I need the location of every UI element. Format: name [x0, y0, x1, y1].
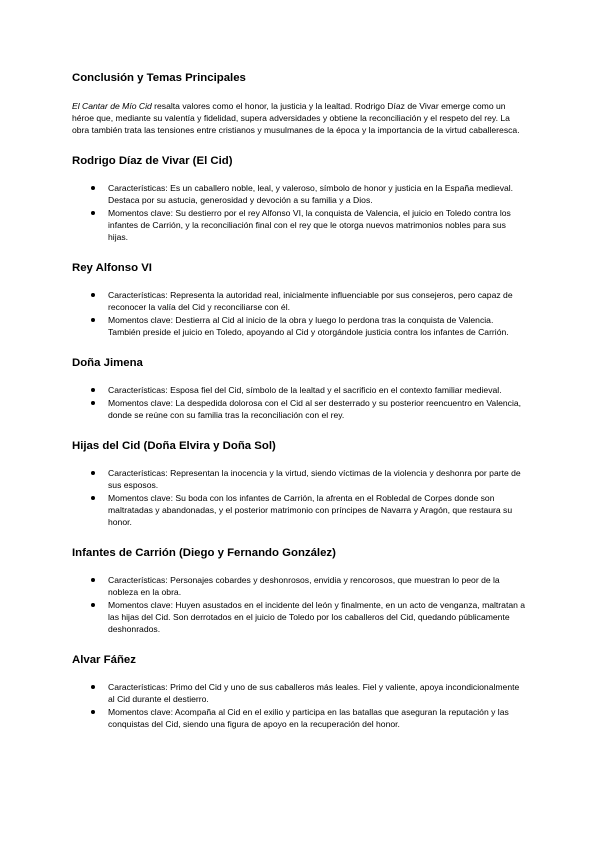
list-item: [72, 314, 528, 338]
conclusion-heading: Conclusión y Temas Principales: [72, 72, 246, 84]
list-item-text: Características: Es un caballero noble, leal, y valeroso, símbolo de honor y justicia en la España medieval. Destaca por su astucia, generosidad y devoción a su familia y a Dios.: [108, 183, 514, 205]
bullet-icon: [91, 401, 95, 405]
list-item-text: Características: Esposa fiel del Cid, símbolo de la lealtad y el sacrificio en el contexto familiar medieval.: [108, 385, 502, 395]
character-section: [72, 261, 528, 338]
list-item: [72, 207, 528, 243]
character-section: [72, 356, 528, 421]
character-bullet-list: [72, 289, 528, 338]
list-item: [72, 384, 528, 396]
character-bullet-list: [72, 182, 528, 243]
character-heading: Rodrigo Díaz de Vivar (El Cid): [72, 155, 233, 167]
list-item-text: Características: Representa la autoridad real, inicialmente influenciable por sus consejeros, pero capaz de reconocer la valía del Cid y reconciliarse con él.: [108, 290, 513, 312]
list-item: [72, 492, 528, 528]
bullet-icon: [91, 471, 95, 475]
list-item-text: Características: Representan la inocencia y la virtud, siendo víctimas de la violencia y deshonra por parte de sus esposos.: [108, 468, 521, 490]
list-item-text: Momentos clave: Su boda con los infantes de Carrión, la afrenta en el Robledal de Corpes donde son maltratadas y abandonadas, y el posterior matrimonio con príncipes de Navarra y Aragón, que restaura su honor.: [108, 493, 513, 527]
list-item: [72, 182, 528, 206]
list-item-text: Características: Primo del Cid y uno de sus caballeros más leales. Fiel y valiente, apoya incondicionalmente al Cid durante el destierro.: [108, 682, 520, 704]
list-item-text: Momentos clave: Huyen asustados en el incidente del león y finalmente, en un acto de venganza, maltratan a las hijas del Cid. Son derrotados en el juicio de Toledo por los caballeros del Cid, quedando públicamente deshonrados.: [108, 600, 526, 634]
character-sections: [72, 154, 528, 730]
list-item: [72, 681, 528, 705]
list-item: [72, 574, 528, 598]
character-section: [72, 653, 528, 730]
list-item: [72, 397, 528, 421]
character-section: [72, 439, 528, 528]
character-heading: Alvar Fáñez: [72, 654, 136, 666]
character-heading: Doña Jimena: [72, 357, 143, 369]
conclusion-paragraph: [72, 100, 528, 136]
bullet-icon: [91, 388, 95, 392]
work-title: El Cantar de Mío Cid: [72, 101, 152, 111]
bullet-icon: [91, 496, 95, 500]
character-section: [72, 154, 528, 243]
list-item-text: Momentos clave: Destierra al Cid al inicio de la obra y luego lo perdona tras la conquista de Valencia. También preside el juicio en Toledo, apoyando al Cid y otorgándole justicia contra los infantes de Carrión.: [108, 315, 509, 337]
list-item: [72, 706, 528, 730]
character-heading: Hijas del Cid (Doña Elvira y Doña Sol): [72, 440, 276, 452]
character-heading: Rey Alfonso VI: [72, 262, 152, 274]
bullet-icon: [91, 293, 95, 297]
bullet-icon: [91, 211, 95, 215]
bullet-icon: [91, 186, 95, 190]
bullet-icon: [91, 685, 95, 689]
bullet-icon: [91, 318, 95, 322]
list-item: [72, 599, 528, 635]
bullet-icon: [91, 603, 95, 607]
character-bullet-list: [72, 384, 528, 421]
character-heading: Infantes de Carrión (Diego y Fernando González): [72, 547, 336, 559]
character-bullet-list: [72, 681, 528, 730]
list-item-text: Características: Personajes cobardes y deshonrosos, envidia y rencorosos, que muestran lo peor de la nobleza en la obra.: [108, 575, 500, 597]
list-item: [72, 289, 528, 313]
list-item-text: Momentos clave: Su destierro por el rey Alfonso VI, la conquista de Valencia, el juicio en Toledo contra los infantes de Carrión, y la reconciliación final con el rey que le otorga nuevos matrimonios nobles para sus hijas.: [108, 208, 511, 242]
character-bullet-list: [72, 574, 528, 635]
conclusion-text: resalta valores como el honor, la justicia y la lealtad. Rodrigo Díaz de Vivar emerge como un héroe que, mediante su valentía y fidelidad, supera adversidades y obtiene la reconciliación y el respeto del rey. La obra también trata las tensiones entre cristianos y musulmanes de la época y la importancia de la virtud caballeresca.: [72, 101, 520, 135]
character-bullet-list: [72, 467, 528, 528]
character-section: [72, 546, 528, 635]
list-item-text: Momentos clave: La despedida dolorosa con el Cid al ser desterrado y su posterior reencuentro en Valencia, donde se reúne con su familia tras la reconciliación con el rey.: [108, 398, 522, 420]
bullet-icon: [91, 578, 95, 582]
list-item: [72, 467, 528, 491]
list-item-text: Momentos clave: Acompaña al Cid en el exilio y participa en las batallas que aseguran la reputación y las conquistas del Cid, siendo una figura de apoyo en la recuperación del honor.: [108, 707, 509, 729]
bullet-icon: [91, 710, 95, 714]
